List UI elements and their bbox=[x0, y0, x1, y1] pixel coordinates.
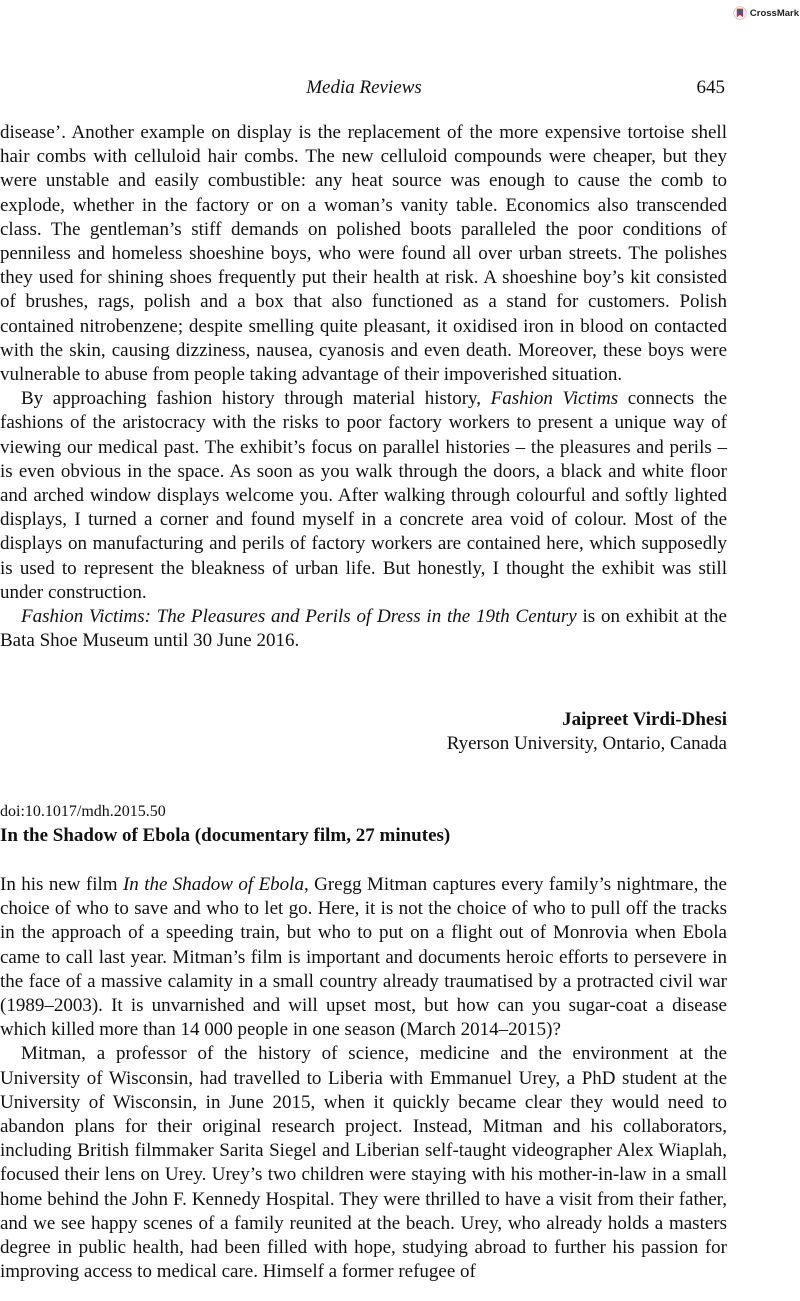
crossmark-icon bbox=[733, 2, 747, 24]
review-title: In the Shadow of Ebola (documentary film, 27 minutes) bbox=[0, 825, 451, 846]
crossmark-label: CrossMark bbox=[749, 7, 799, 19]
paragraph: Fashion Victims: The Pleasures and Perils of Dress in the 19th Century is on exhibit at the Bata Shoe Museum until 30 June 2016. bbox=[0, 606, 727, 652]
running-head bbox=[0, 74, 800, 102]
reviewer-name: Jaipreet Virdi-Dhesi bbox=[562, 709, 727, 730]
reviewer-signature bbox=[447, 708, 727, 756]
paragraph: disease’. Another example on display is the replacement of the more expensive tortoise shell hair combs with celluloid hair combs. The new celluloid compounds were cheaper, but they were unstable and easily combustible: any heat source was enough to cause the comb to explode, whether in the factory or on a woman’s vanity table. Economics also transcended class. The gentleman’s stiff demands on polished boots paralleled the poor conditions of penniless and homeless shoeshine boys, who were found all over urban streets. The polishes they used for shining shoes frequently put their health at risk. A shoeshine boy’s kit consisted of brushes, rags, polish and a box that also functioned as a stand for customers. Polish contained nitrobenzene; despite smelling quite pleasant, it oxidised iron in blood on contacted with the skin, causing dizziness, nausea, cyanosis and even death. Moreover, these boys were vulnerable to abuse from people taking advantage of their impoverished situation. bbox=[0, 122, 727, 386]
paragraph: Mitman, a professor of the history of science, medicine and the environment at the University of Wisconsin, had travelled to Liberia with Emmanuel Urey, a PhD student at the University of Wisconsin, in June 2015, when it quickly became clear they would need to abandon plans for their original research project. Instead, Mitman and his collaborators, including British filmmaker Sarita Siegel and Liberian self-taught videographer Alex Wiaplah, focused their lens on Urey. Urey’s two children were staying with his mother-in-law in a small home behind the John F. Kennedy Hospital. They were thrilled to have a visit from their father, and we see happy scenes of a family reunited at the beach. Urey, who already holds a masters degree in public health, had been filled with hope, studying abroad to further his passion for improving access to medical care. Himself a former refugee of bbox=[0, 1043, 727, 1283]
review-body-ebola bbox=[0, 873, 727, 1284]
running-title: Media Reviews bbox=[306, 77, 422, 98]
paragraph: By approaching fashion history through material history, Fashion Victims connects the fashions of the aristocracy with the risks to poor factory workers to present a unique way of viewing our medical past. The exhibit’s focus on parallel histories – the pleasures and perils – is even obvious in the space. As soon as you walk through the doors, a black and white floor and arched window displays welcome you. After walking through colourful and softly lighted displays, I turned a corner and found myself in a concrete area void of colour. Most of the displays on manufacturing and perils of factory workers are contained here, which supposedly is used to represent the bleakness of urban life. But honestly, I thought the exhibit was still under construction. bbox=[0, 388, 728, 603]
reviewer-affiliation: Ryerson University, Ontario, Canada bbox=[446, 733, 727, 754]
doi-link[interactable]: doi:10.1017/mdh.2015.50 bbox=[0, 803, 166, 820]
paragraph: In his new film In the Shadow of Ebola, Gregg Mitman captures every family’s nightmare, the choice of who to save and who to let go. Here, it is not the choice of who to pull off the tracks in the approach of a speeding train, but who to put on a flight out of Monrovia when Ebola came to call last year. Mitman’s film is important and documents heroic efforts to persevere in the face of a massive calamity in a small country already traumatised by a protracted civil war (1989–2003). It is unvarnished and will upset most, but how can you sugar-coat a disease which killed more than 14 000 people in one season (March 2014–2015)? bbox=[0, 874, 727, 1041]
page-number: 645 bbox=[696, 77, 725, 98]
review-body-fashion-victims bbox=[0, 121, 727, 653]
crossmark-badge[interactable] bbox=[733, 0, 799, 26]
